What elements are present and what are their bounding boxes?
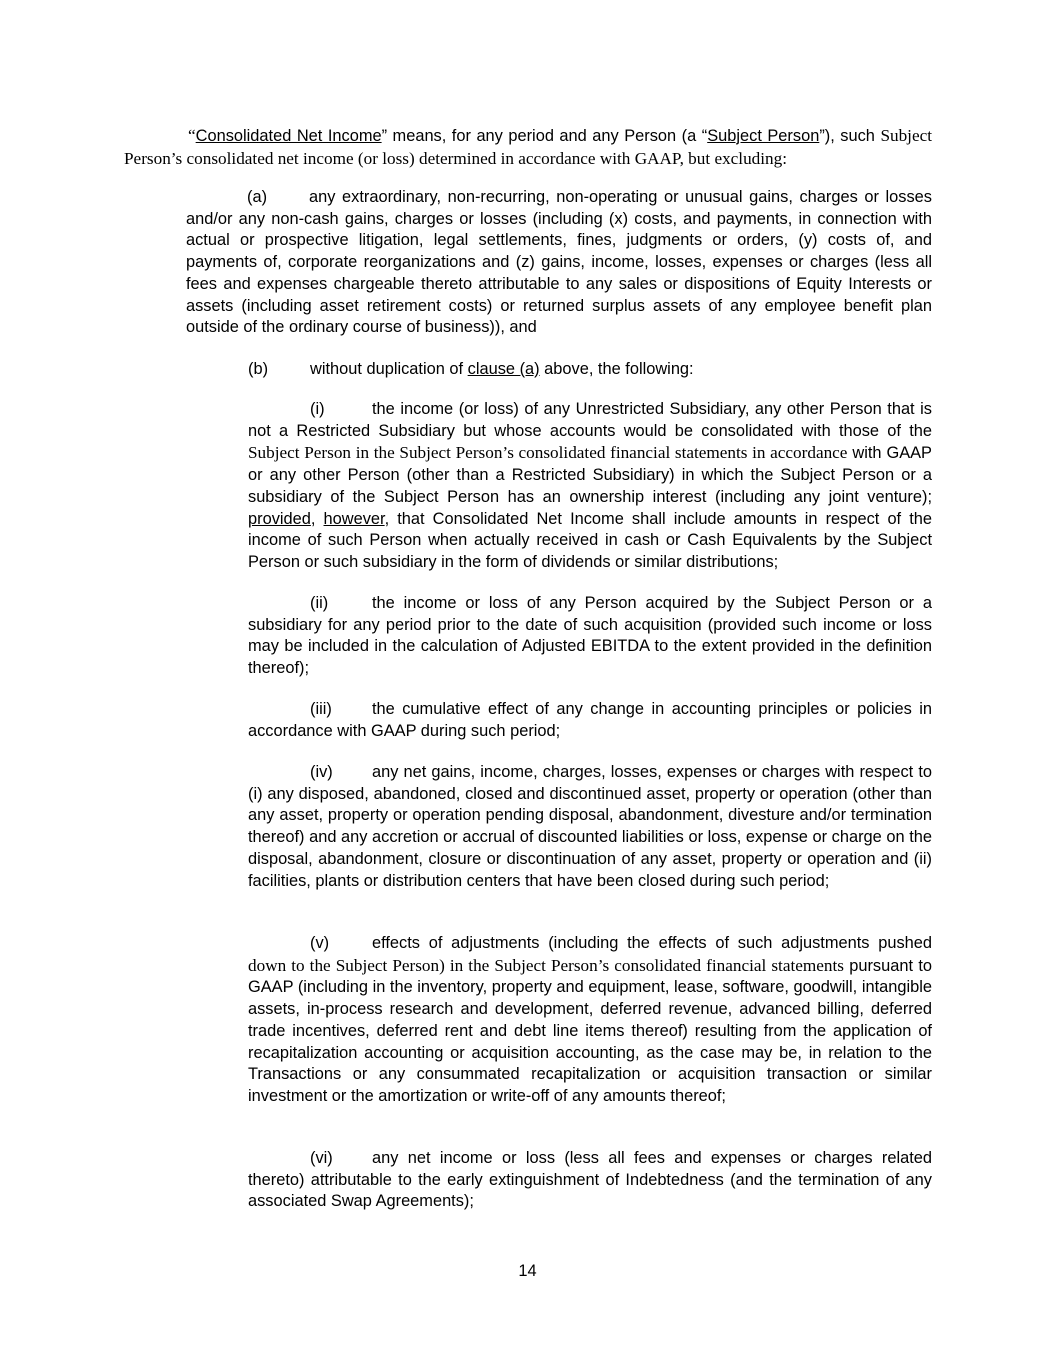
item-ii-label: (ii): [310, 594, 329, 612]
however-term: however: [323, 509, 385, 528]
item-iv: (iv) any net gains, income, charges, losses, expenses or charges with respect to (i) any disposed, abandoned, closed and discontinued asset, property or operation (other than any asset, property or operation pending disposal, abandonment, divesture and/or termination thereof) and any accretion or accrual of discounted liabilities or loss, expense or charge on the disposal, abandonment, closure or discontinuation of any asset, property or operation and (ii) facilities, plants or distribution centers that have been closed during such period;: [248, 763, 932, 890]
page-number: 14: [518, 1262, 537, 1280]
item-v-label: (v): [310, 934, 330, 952]
clause-a: [186, 187, 932, 339]
clause-a-text: any extraordinary, non-recurring, non-operating or unusual gains, charges or losses and/or any non-cash gains, charges or losses (including (x) costs, and payments, in connection with actual or prospective litigation, legal settlements, fines, judgments or orders, (y) costs of, and payments of, corporate reorganizations and (z) gains, income, losses, expenses or charges (less all fees and expenses chargeable thereto attributable to any sales or dispositions of Equity Interests or assets (including asset retirement costs) or returned surplus assets of any employee benefit plan outside of the ordinary course of business)), and: [186, 188, 932, 337]
item-iv-label: (iv): [310, 763, 333, 781]
clause-b: (b) without duplication of clause (a) above, the following:: [248, 359, 932, 381]
clause-a-reference: clause (a): [467, 360, 540, 378]
clause-a-label: (a): [247, 188, 268, 206]
item-vi: (vi) any net income or loss (less all fees and expenses or charges related thereto) attributable to the early extinguishment of Indebtedness (and the termination of any associated Swap Agreements);: [248, 1149, 932, 1211]
defined-term: Consolidated Net Income: [195, 127, 382, 145]
clause-b-label: (b): [248, 360, 269, 378]
item-iii-label: (iii): [310, 700, 332, 718]
item-vi-label: (vi): [310, 1149, 333, 1167]
item-v: (v) effects of adjustments (including the effects of such adjustments pushed down to the Subject Person) in the Subject Person’s consolidated financial statements pursuant to GAAP (including in the inventory, property and equipment, lease, software, goodwill, intangible assets, in-process research and development, deferred revenue, advanced billing, deferred trade incentives, deferred rent and debt line items thereof) resulting from the application of recapitalization accounting or acquisition accounting, as the case may be, in relation to the Transactions or any consummated recapitalization or acquisition transaction or similar investment or the amortization or write-off of any amounts thereof;: [248, 934, 932, 1105]
provided-term: provided: [248, 509, 311, 528]
item-iii: (iii) the cumulative effect of any change in accounting principles or policies in accordance with GAAP during such period;: [248, 700, 932, 740]
definition-paragraph: “Consolidated Net Income” means, for any period and any Person (a “Subject Person”), such Subject Person’s consolidated net income (or loss) determined in accordance with GAAP, but excluding:: [124, 126, 932, 168]
item-i-label: (i): [310, 400, 325, 418]
item-i: (i) the income (or loss) of any Unrestricted Subsidiary, any other Person that is not a Restricted Subsidiary but whose accounts would be consolidated with those of the Subject Person in the Subject Person’s consolidated financial statements in accordance with GAAP or any other Person (other than a Restricted Subsidiary) in which the Subject Person or a subsidiary of the Subject Person has an ownership interest (including any joint venture); provided, however, that Consolidated Net Income shall include amounts in respect of the income of such Person when actually received in cash or Cash Equivalents by the Subject Person or such subsidiary in the form of dividends or similar distributions;: [248, 400, 932, 571]
subject-person-term: Subject Person: [707, 127, 820, 145]
item-ii: (ii) the income or loss of any Person acquired by the Subject Person or a subsidiary for any period prior to the date of such acquisition (provided such income or loss may be included in the calculation of Adjusted EBITDA to the extent provided in the definition thereof);: [248, 594, 932, 678]
definition-line-2: Subject Person’s consolidated net income (or loss) determined in accordance with GAAP, but excluding:: [124, 126, 932, 168]
